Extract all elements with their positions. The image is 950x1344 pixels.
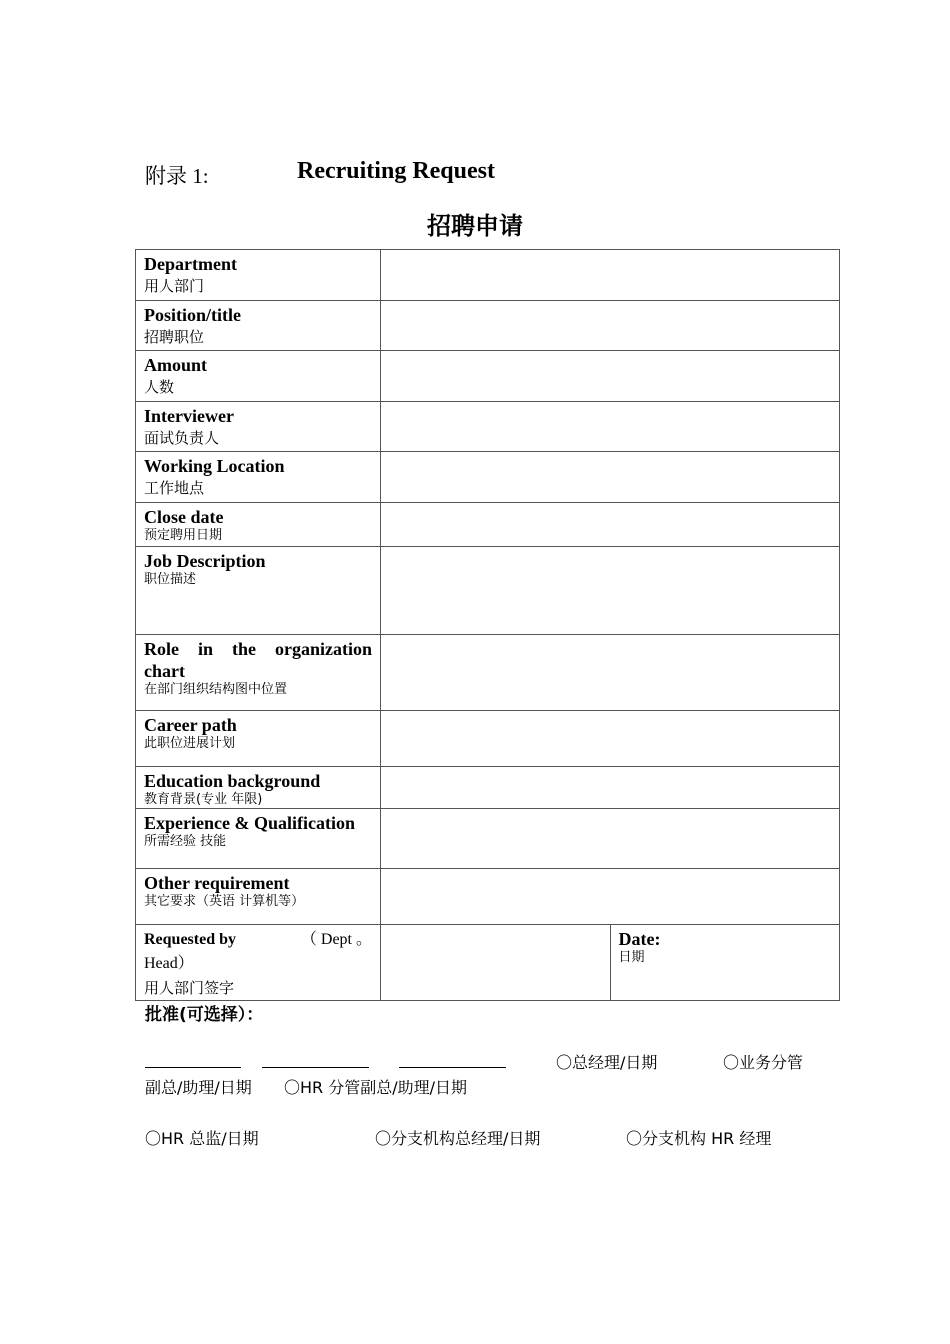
option-branch-gm[interactable]: 〇分支机构总经理/日期 xyxy=(375,1129,541,1148)
label-cell xyxy=(136,809,381,869)
department-value-cell[interactable] xyxy=(381,250,840,301)
row-amount xyxy=(136,351,840,402)
label-cn: 工作地点 xyxy=(144,479,205,497)
label-en: Close date xyxy=(144,507,224,527)
label-cn: 人数 xyxy=(144,378,175,396)
label-cn: 招聘职位 xyxy=(144,328,205,346)
appendix-label: 附录 1: xyxy=(145,164,209,188)
signature-line-3[interactable] xyxy=(399,1067,506,1068)
dept-label: （ Dept 。 xyxy=(300,931,372,948)
date-label: Date: xyxy=(618,929,661,949)
label-en: Education background xyxy=(144,771,321,791)
label-en: Other requirement xyxy=(144,873,290,893)
row-close-date xyxy=(136,503,840,547)
recruiting-request-table xyxy=(135,249,840,1001)
label-cn: 此职位进展计划 xyxy=(144,736,236,751)
label-en: Experience & Qualification xyxy=(144,813,355,833)
option-general-manager[interactable]: 〇总经理/日期 xyxy=(556,1053,658,1072)
signature-line-2[interactable] xyxy=(262,1067,369,1068)
close-date-value-cell[interactable] xyxy=(381,503,840,547)
head-label: Head） xyxy=(144,955,194,972)
label-cell xyxy=(136,402,381,452)
interviewer-value-cell[interactable] xyxy=(381,402,840,452)
label-en: Career path xyxy=(144,715,237,735)
requested-by-label: Requested by xyxy=(144,931,237,948)
option-branch-hr-manager[interactable]: 〇分支机构 HR 经理 xyxy=(626,1129,772,1148)
signature-cell[interactable] xyxy=(381,925,611,1001)
label-cn: 在部门组织结构图中位置 xyxy=(144,682,288,697)
approval-heading: 批准(可选择）： xyxy=(145,1005,264,1025)
label-cell xyxy=(136,351,381,402)
option-hr-director[interactable]: 〇HR 总监/日期 xyxy=(145,1129,259,1148)
label-cell xyxy=(136,711,381,767)
working-location-value-cell[interactable] xyxy=(381,452,840,503)
label-cn: 预定聘用日期 xyxy=(144,528,223,543)
row-position xyxy=(136,301,840,351)
label-cell xyxy=(136,767,381,809)
position-value-cell[interactable] xyxy=(381,301,840,351)
label-cell xyxy=(136,301,381,351)
label-en: Working Location xyxy=(144,456,285,476)
label-cell xyxy=(136,452,381,503)
label-en: Job Description xyxy=(144,551,266,571)
label-cell xyxy=(136,503,381,547)
org-chart-value-cell[interactable] xyxy=(381,635,840,711)
signature-line-1[interactable] xyxy=(145,1067,241,1068)
requested-by-cn-label: 用人部门签字 xyxy=(144,979,235,997)
row-education xyxy=(136,767,840,809)
row-requested-by xyxy=(136,925,840,1001)
label-cn: 教育背景(专业 年限) xyxy=(144,792,263,807)
requested-by-line xyxy=(144,928,372,952)
date-cell[interactable] xyxy=(610,925,840,1001)
label-en: Interviewer xyxy=(144,406,234,426)
option-business-vp-continued: 副总/助理/日期 xyxy=(145,1078,252,1097)
label-cell xyxy=(136,635,381,711)
job-description-value-cell[interactable] xyxy=(381,547,840,635)
title-english: Recruiting Request xyxy=(297,158,495,184)
career-path-value-cell[interactable] xyxy=(381,711,840,767)
row-interviewer xyxy=(136,402,840,452)
label-cell xyxy=(136,250,381,301)
label-cell xyxy=(136,547,381,635)
experience-value-cell[interactable] xyxy=(381,809,840,869)
row-career-path xyxy=(136,711,840,767)
label-cn: 面试负责人 xyxy=(144,429,220,447)
label-cn: 职位描述 xyxy=(144,572,197,587)
label-en: Department xyxy=(144,254,237,274)
date-cn-label: 日期 xyxy=(618,950,645,965)
label-en: Role in the organization chart xyxy=(144,639,372,681)
row-department xyxy=(136,250,840,301)
row-working-location xyxy=(136,452,840,503)
label-cn: 其它要求（英语 计算机等） xyxy=(144,894,305,909)
amount-value-cell[interactable] xyxy=(381,351,840,402)
option-hr-vp[interactable]: 〇HR 分管副总/助理/日期 xyxy=(284,1078,468,1097)
row-other-requirement xyxy=(136,869,840,925)
education-value-cell[interactable] xyxy=(381,767,840,809)
label-cell xyxy=(136,869,381,925)
label-en: Position/title xyxy=(144,305,241,325)
other-requirement-value-cell[interactable] xyxy=(381,869,840,925)
row-org-chart xyxy=(136,635,840,711)
title-chinese: 招聘申请 xyxy=(427,212,523,240)
row-experience xyxy=(136,809,840,869)
label-cn: 用人部门 xyxy=(144,277,205,295)
label-cn: 所需经验 技能 xyxy=(144,834,227,849)
option-business-vp[interactable]: 〇业务分管 xyxy=(723,1053,804,1072)
requested-by-label-cell xyxy=(136,925,381,1001)
row-job-description xyxy=(136,547,840,635)
label-en: Amount xyxy=(144,355,208,375)
